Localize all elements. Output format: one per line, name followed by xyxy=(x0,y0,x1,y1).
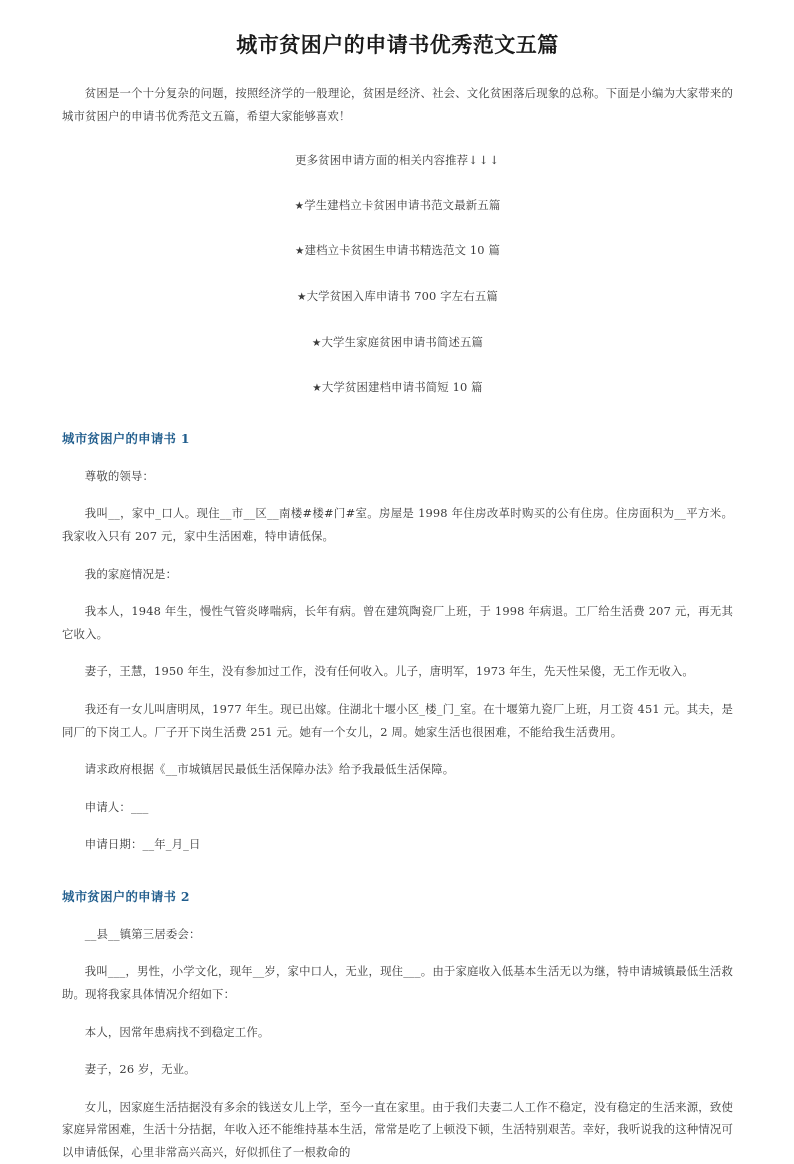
section-1-paragraph-2: 我叫__，家中_口人。现住__市__区__南楼#楼#门#室。房屋是 1998 年住房改革时购买的公有住房。住房面积为__平方米。我家收入只有 207 元，家中生活困难，特申请低保。 xyxy=(62,506,733,543)
section-2-paragraph-3: 本人，因常年患病找不到稳定工作。 xyxy=(84,1024,270,1039)
section-2-paragraph-4: 妻子，26 岁，无业。 xyxy=(84,1062,196,1077)
star-icon: ★ xyxy=(297,290,307,303)
recommendation-item-3[interactable] xyxy=(62,285,733,309)
down-arrow-icon: ↓↓↓ xyxy=(468,153,500,168)
recommendation-lead-text: 更多贫困申请方面的相关内容推荐 xyxy=(295,153,469,168)
recommendation-item-label: 建档立卡贫困生申请书精选范文 10 篇 xyxy=(304,243,501,258)
recommendation-item-5[interactable] xyxy=(62,376,733,400)
recommendation-item-2[interactable] xyxy=(62,239,733,263)
document-content xyxy=(62,0,733,1164)
intro-paragraph: 贫困是一个十分复杂的问题，按照经济学的一般理论，贫困是经济、社会、文化贫困落后现象的总称。下面是小编为大家带来的城市贫困户的申请书优秀范文五篇，希望大家能够喜欢！ xyxy=(62,86,733,123)
recommendation-item-label: 学生建档立卡贫困申请书范文最新五篇 xyxy=(304,197,501,212)
section-1-paragraph-6: 我还有一女儿叫唐明凤，1977 年生。现已出嫁。住湖北十堰小区_楼_门_室。在十堰第九瓷厂上班，月工资 451 元。其夫，是同厂的下岗工人。厂子开下岗生活费 251 元。她有一个女儿，2 周。她家生活也很困难，不能给我生活费用。 xyxy=(62,701,733,739)
section-2-paragraph-5: 女儿，因家庭生活拮据没有多余的钱送女儿上学，至今一直在家里。由于我们夫妻二人工作不稳定，没有稳定的生活来源，致使家庭异常困难，生活十分拮据，年收入还不能维持基本生活，常常是吃了上顿没下顿，生活特别艰苦。幸好，我听说我的这种情况可以申请低保，心里非常高兴高兴，好似抓住了一根救命的 xyxy=(62,1099,733,1160)
section-1-date-line: 申请日期：__年_月_日 xyxy=(84,837,201,852)
recommendation-item-label: 大学贫困建档申请书简短 10 篇 xyxy=(321,380,483,395)
recommendation-list xyxy=(62,149,733,400)
star-icon: ★ xyxy=(311,336,322,349)
recommendation-item-label: 大学生家庭贫困申请书简述五篇 xyxy=(321,334,484,349)
section-2-paragraph-1: __县__镇第三居委会： xyxy=(84,926,201,941)
section-1-paragraph-5: 妻子，王慧，1950 年生，没有参加过工作，没有任何收入。儿子，唐明军，1973 年生，先天性呆傻，无工作无收入。 xyxy=(84,664,694,679)
recommendation-item-label: 大学贫困入库申请书 700 字左右五篇 xyxy=(306,288,498,303)
section-heading-2: 城市贫困户的申请书 2 xyxy=(62,888,190,904)
section-2-paragraph-2: 我叫___，男性，小学文化，现年__岁，家中口人，无业，现住___。由于家庭收入低基本生活无以为继，特申请城镇最低生活救助。现将我家具体情况介绍如下： xyxy=(62,964,733,1002)
star-icon: ★ xyxy=(312,382,322,395)
star-icon: ★ xyxy=(294,199,305,212)
star-icon: ★ xyxy=(294,245,305,258)
section-1-paragraph-4: 我本人，1948 年生，慢性气管炎哮喘病，长年有病。曾在建筑陶瓷厂上班，于 1998 年病退。工厂给生活费 207 元，再无其它收入。 xyxy=(62,604,733,641)
section-heading-1: 城市贫困户的申请书 1 xyxy=(62,430,190,446)
section-1-signature-line: 申请人：___ xyxy=(84,799,149,814)
section-1-paragraph-7: 请求政府根据《__市城镇居民最低生活保障办法》给予我最低生活保障。 xyxy=(84,762,455,777)
section-1-paragraph-1: 尊敬的领导： xyxy=(84,468,155,483)
recommendation-lead xyxy=(62,149,733,172)
recommendation-item-4[interactable] xyxy=(62,331,733,355)
section-1-paragraph-3: 我的家庭情况是： xyxy=(84,566,178,581)
recommendation-item-1[interactable] xyxy=(62,194,733,218)
page-title: 城市贫困户的申请书优秀范文五篇 xyxy=(236,32,559,57)
